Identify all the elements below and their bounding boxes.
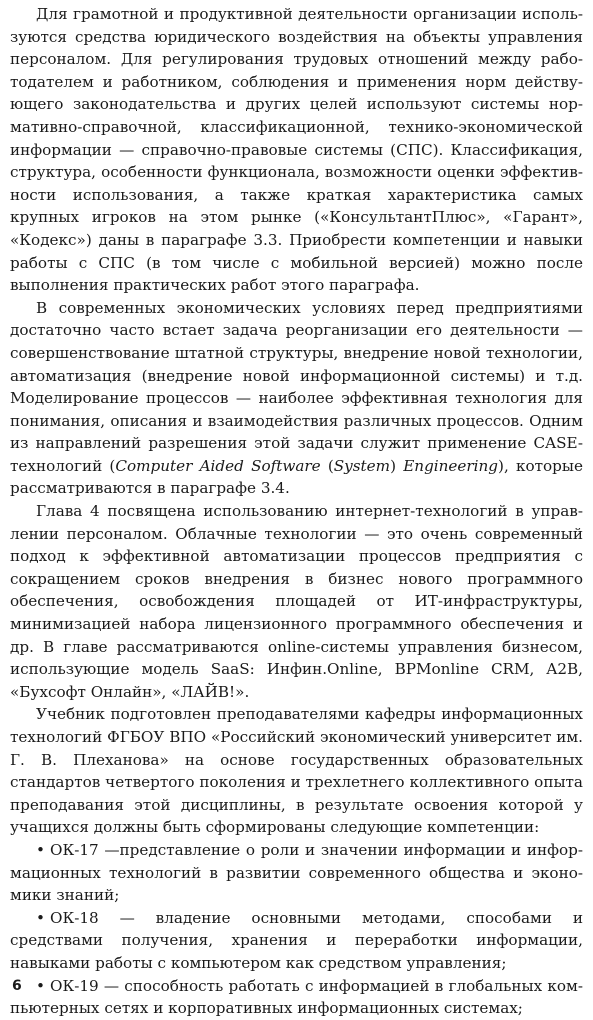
competency-item-ok17	[10, 839, 583, 907]
bullet-dot-icon: •	[36, 840, 45, 859]
case-text-mid2: )	[390, 456, 404, 475]
case-text-after: ), которые рассматриваются в параграфе 3.4.	[10, 456, 583, 498]
case-term-computer-aided-software: Computer Aided Software	[115, 456, 321, 475]
case-text-mid1: (	[320, 456, 334, 475]
case-term-engineering: Engineering	[403, 456, 499, 475]
bullet-dot-icon: •	[36, 908, 45, 927]
page-number: 6	[12, 978, 22, 994]
competency-item-ok19	[10, 975, 583, 1020]
page-body	[10, 3, 583, 1020]
bullet-dot-icon: •	[36, 976, 45, 995]
competency-text: ОК-18 — владение основными методами, способами и средствами получения, хранения и переработки информации, навыками работы с компьютером как средством управления;	[10, 908, 583, 972]
competency-item-ok18	[10, 907, 583, 975]
case-text-before: В современных экономических условиях перед предприятиями достаточно часто встает задача реорганизации его деятельности — совершенствование штатной структуры, внедрение новой технологии, автоматизация (внедрение новой информационной системы) и т.д. Моделирование процессов — наиболее эффективная технология для понимания, описания и взаимодействия различных процессов. Одним из направлений разрешения этой задачи служит применение CASE-технологий (	[10, 298, 583, 475]
competency-text: ОК-19 — способность работать с информацией в глобальных компьютерных сетях и корпоративных информационных системах;	[10, 976, 583, 1018]
case-term-system: System	[333, 456, 391, 475]
paragraph-hr-legal-systems: Для грамотной и продуктивной деятельности организации используются средства юридического воздействия на объекты управления персоналом. Для регулирования трудовых отношений между работодателем и работником, соблюдения и применения норм действующего законодательства и других целей используют системы нормативно-справочной, классификационной, технико-экономической информации — справочно-правовые системы (СПС). Классификация, структура, особенности функционала, возможности оценки эффективности использования, а также краткая характеристика самых крупных игроков на этом рынке («КонсультантПлюс», «Гарант», «Кодекс») даны в параграфе 3.3. Приобрести компетенции и навыки работы с СПС (в том числе с мобильной версией) можно после выполнения практических работ этого параграфа.	[10, 5, 583, 295]
paragraph-chapter-4-cloud: Глава 4 посвящена использованию интернет-технологий в управлении персоналом. Облачные технологии — это очень современный подход к эффективной автоматизации процессов предприятия с сокращением сроков внедрения в бизнес нового программного обеспечения, освобождения площадей от ИТ-инфраструктуры, минимизацией набора лицензионного программного обеспечения и др. В главе рассматриваются online-системы управления бизнесом, использующие модель SaaS: Инфин.Online, BPMonline CRM, A2B, «Бухсофт Онлайн», «ЛАЙВ!».	[10, 502, 583, 701]
competency-text: ОК-17 —представление о роли и значении информации и информационных технологий в развитии современного общества и экономики знаний;	[10, 840, 583, 905]
paragraph-textbook-competencies: Учебник подготовлен преподавателями кафедры информационных технологий ФГБОУ ВПО «Российский экономический университет им. Г. В. Плеханова» на основе государственных образовательных стандартов четвертого поколения и трехлетнего коллективного опыта преподавания этой дисциплины, в результате освоения которой у учащихся должны быть сформированы следующие компетенции:	[10, 705, 583, 837]
competency-list	[10, 839, 583, 1020]
paragraph-case-technologies	[10, 297, 583, 500]
